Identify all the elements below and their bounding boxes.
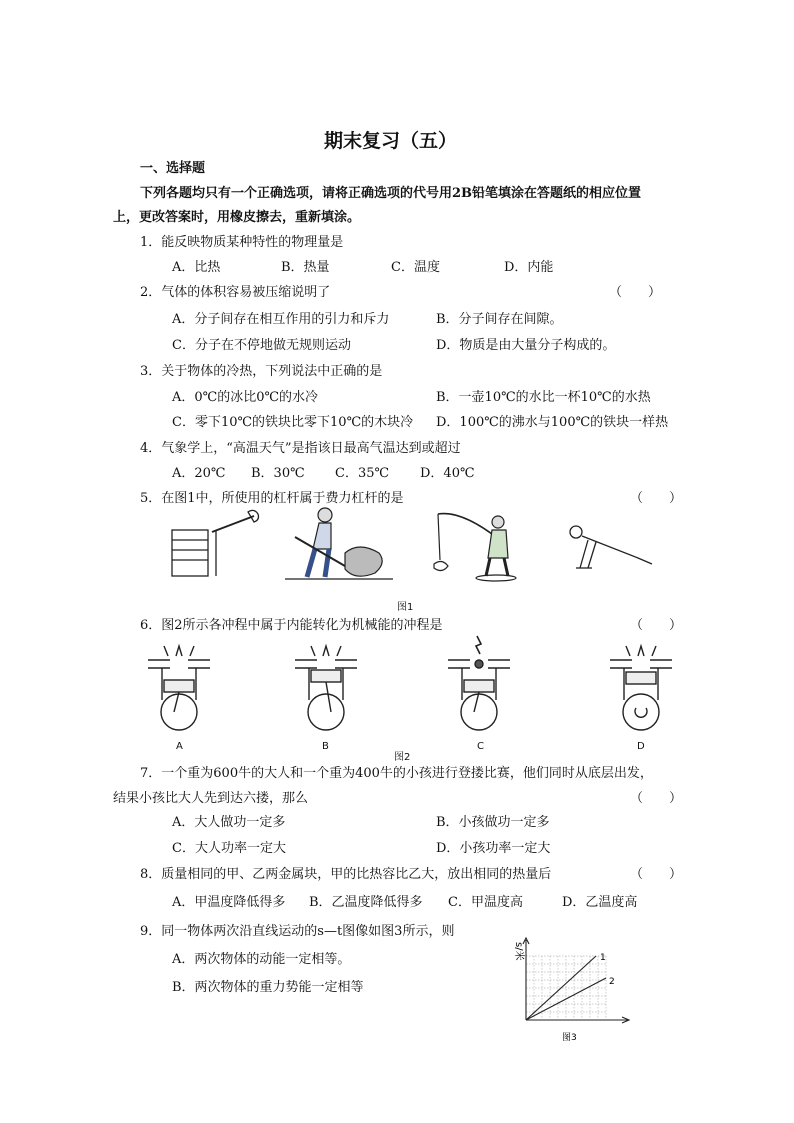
lever-pushup-figure xyxy=(566,520,656,575)
question-stem: 6．图2所示各冲程中属于内能转化为机械能的冲程是 xyxy=(140,618,443,633)
question-stem: 3．关于物体的冷热，下列说法中正确的是 xyxy=(140,364,383,379)
option: D．小孩功率一定大 xyxy=(436,841,551,856)
option: D．40℃ xyxy=(420,466,475,481)
option: C．35℃ xyxy=(335,466,390,481)
instruction-line: 上，更改答案时，用橡皮擦去，重新填涂。 xyxy=(113,210,361,225)
figure-label: C xyxy=(477,741,484,752)
option: C．零下10℃的铁块比零下10℃的木块冷 xyxy=(172,415,414,430)
answer-bracket: （ ） xyxy=(609,285,662,300)
question-stem: 8．质量相同的甲、乙两金属块，甲的比热容比乙大，放出相同的热量后 xyxy=(140,867,552,882)
option: B．分子间存在间隙。 xyxy=(436,312,563,327)
graph-line-label: 1 xyxy=(600,953,606,963)
option: B．30℃ xyxy=(251,466,305,481)
option: C．温度 xyxy=(391,260,440,275)
engine-stroke-d-figure xyxy=(610,642,672,734)
section-heading: 一、选择题 xyxy=(140,161,206,176)
question-stem: 结果小孩比大人先到达六搂，那么 xyxy=(113,791,309,806)
lever-crowbar-figure xyxy=(170,508,260,580)
option: C．甲温度高 xyxy=(448,895,523,910)
s-t-graph xyxy=(512,934,640,1042)
instruction-line: 下列各题均只有一个正确选项，请将正确选项的代号用2B铅笔填涂在答题纸的相应位置 xyxy=(140,186,642,201)
option: C．分子在不停地做无规则运动 xyxy=(172,338,351,353)
figure-caption: 图2 xyxy=(394,752,411,763)
question-stem: 2．气体的体积容易被压缩说明了 xyxy=(140,285,331,300)
page-title: 期末复习（五） xyxy=(324,130,458,152)
engine-stroke-a-figure xyxy=(148,642,210,734)
question-stem: 4．气象学上，“高温天气”是指该日最高气温达到或超过 xyxy=(140,441,461,456)
option: D．100℃的沸水与100℃的铁块一样热 xyxy=(436,415,669,430)
figure-label: B xyxy=(322,741,329,752)
graph-y-label: s/米 xyxy=(513,942,524,961)
question-stem: 5．在图1中，所使用的杠杆属于费力杠杆的是 xyxy=(140,491,404,506)
question-stem: 9．同一物体两次沿直线运动的s—t图像如图3所示，则 xyxy=(140,924,455,939)
answer-bracket: （ ） xyxy=(630,867,683,882)
option: B．两次物体的重力势能一定相等 xyxy=(172,980,364,995)
option: C．大人功率一定大 xyxy=(172,841,286,856)
option: A．0℃的冰比0℃的水冷 xyxy=(172,390,319,405)
option: A．甲温度降低得多 xyxy=(172,895,286,910)
engine-stroke-c-figure xyxy=(448,636,510,734)
option: A．比热 xyxy=(172,260,221,275)
question-stem: 1．能反映物质某种特性的物理量是 xyxy=(140,235,344,250)
question-stem: 7．一个重为600牛的大人和一个重为400牛的小孩进行登搂比赛，他们同时从底层出发， xyxy=(140,766,653,781)
option: B．乙温度降低得多 xyxy=(309,895,423,910)
option: A．大人做功一定多 xyxy=(172,815,286,830)
option: A．20℃ xyxy=(172,466,226,481)
lever-fishing-rod-figure xyxy=(432,510,527,582)
option: B．一壶10℃的水比一杯10℃的水热 xyxy=(436,390,651,405)
engine-stroke-b-figure xyxy=(295,642,357,734)
option: D．内能 xyxy=(504,260,554,275)
figure-label: A xyxy=(176,741,183,752)
figure-label: D xyxy=(637,741,645,752)
option: A．分子间存在相互作用的引力和斥力 xyxy=(172,312,390,327)
answer-bracket: （ ） xyxy=(630,618,683,633)
figure-caption: 图3 xyxy=(562,1033,577,1043)
option: B．热量 xyxy=(281,260,330,275)
option: A．两次物体的动能一定相等。 xyxy=(172,952,351,967)
option: D．乙温度高 xyxy=(562,895,638,910)
answer-bracket: （ ） xyxy=(630,491,683,506)
answer-bracket: （ ） xyxy=(630,791,683,806)
option: B．小孩做功一定多 xyxy=(436,815,550,830)
option: D．物质是由大量分子构成的。 xyxy=(436,338,616,353)
figure-caption: 图1 xyxy=(397,602,414,613)
graph-line-label: 2 xyxy=(609,977,615,987)
lever-shovel-rock-figure xyxy=(285,505,395,583)
